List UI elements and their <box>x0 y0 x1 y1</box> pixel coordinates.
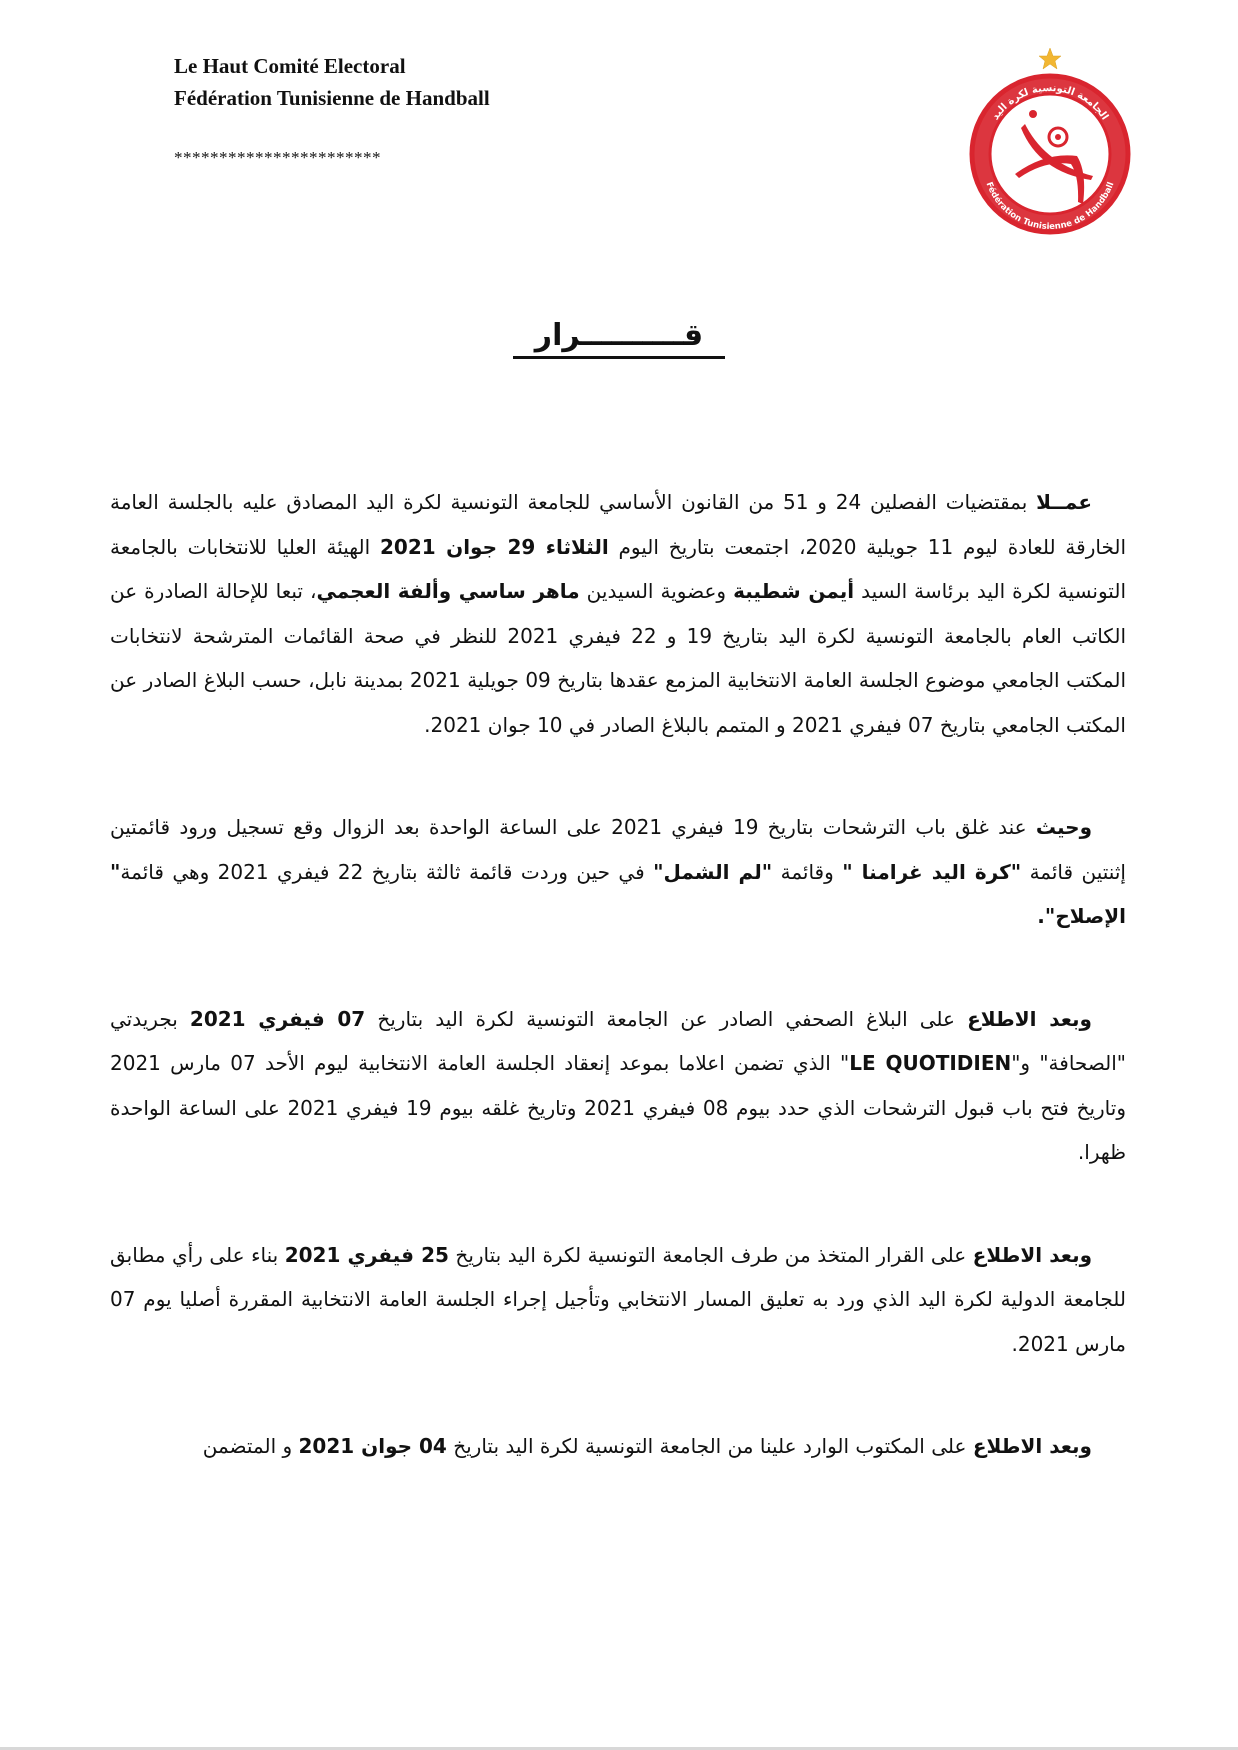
paragraph <box>110 480 1126 747</box>
paragraph-text: في حين وردت قائمة ثالثة بتاريخ 22 فيفري 2021 وهي قائمة <box>120 859 654 884</box>
separator-stars: *********************** <box>174 148 381 167</box>
emphasized-text: ماهر ساسي وألفة العجمي <box>316 579 580 603</box>
paragraph-text: على البلاغ الصحفي الصادر عن الجامعة التونسية لكرة اليد بتاريخ <box>365 1006 968 1031</box>
paragraph-text: وعضوية السيدين <box>579 579 734 603</box>
paragraph-text: على المكتوب الوارد علينا من الجامعة التونسية لكرة اليد بتاريخ <box>446 1434 973 1458</box>
paragraph <box>110 997 1126 1175</box>
document-body <box>110 480 1126 1527</box>
committee-name: Le Haut Comité Electoral <box>174 54 406 78</box>
paragraph-text: بجريدتي "الصحافة" و" <box>110 1006 1127 1075</box>
emphasized-text: "كرة اليد غرامنا " <box>842 859 1022 884</box>
emphasized-text: "لم الشمل" <box>653 859 773 884</box>
paragraph <box>110 805 1126 939</box>
star-icon <box>1039 48 1061 69</box>
emphasized-text: الثلاثاء 29 جوان 2021 <box>380 534 609 559</box>
paragraph-lead: وبعد الاطلاع <box>972 1242 1093 1267</box>
emphasized-text: 07 فيفري 2021 <box>189 1006 366 1031</box>
paragraph-text: " الذي تضمن اعلاما بموعد إنعقاد الجلسة العامة الانتخابية ليوم الأحد 07 مارس 2021 وتاريخ فتح باب قبول الترشحات الذي حدد بيوم 08 فيفري 2021 وتاريخ غلقه بيوم 19 فيفري 2021 على الساعة الواحدة ظهرا. <box>110 1051 1127 1164</box>
emphasized-text: " الإصلاح". <box>110 859 1126 928</box>
emphasized-text: LE QUOTIDIEN <box>849 1051 1012 1075</box>
paragraph-lead: عمــلا <box>1036 490 1093 514</box>
paragraph-text: و المتضمن <box>202 1434 299 1458</box>
paragraph-text: ، تبعا للإحالة الصادرة عن الكاتب العام بالجامعة التونسية لكرة اليد بتاريخ 19 و 22 فيفري 2021 للنظر في صحة القائمات المترشحة لانتخابات المكتب الجامعي موضوع الجلسة العامة الانتخابية المزمع عقدها بتاريخ 09 جويلية 2021 بمدينة نابل، حسب البلاغ الصادر عن المكتب الجامعي بتاريخ 07 فيفري 2021 و المتمم بالبلاغ الصادر في 10 جوان 2021. <box>110 579 1127 737</box>
federation-logo <box>965 44 1135 244</box>
paragraph-lead: وبعد الاطلاع <box>972 1434 1092 1458</box>
paragraph <box>110 1424 1126 1469</box>
letterhead <box>174 50 490 168</box>
emphasized-text: 04 جوان 2021 <box>298 1434 447 1458</box>
paragraph-text: وقائمة <box>772 859 843 884</box>
document-title <box>0 318 1238 359</box>
paragraph-lead: وحيث <box>1035 815 1093 839</box>
handball-federation-emblem-icon <box>965 44 1135 244</box>
emphasized-text: أيمن شطيبة <box>733 579 855 603</box>
paragraph-text: على القرار المتخذ من طرف الجامعة التونسية لكرة اليد بتاريخ <box>448 1242 973 1267</box>
logo-latin-text: Fédération Tunisienne de Handball <box>983 180 1117 233</box>
emphasized-text: 25 فيفري 2021 <box>284 1242 449 1267</box>
paragraph-text: عند غلق باب الترشحات بتاريخ 19 فيفري 2021 على الساعة الواحدة بعد الزوال وقع تسجيل ورود قائمتين إثنتين قائمة <box>110 815 1126 884</box>
logo-arabic-text: الجامعة التونسية لكرة اليد <box>990 82 1111 123</box>
paragraph-text: بناء على رأي مطابق للجامعة الدولية لكرة اليد الذي ورد به تعليق المسار الانتخابي وتأجيل إجراء الجلسة العامة الانتخابية المقررة أصليا يوم 07 مارس 2021. <box>110 1242 1126 1356</box>
paragraph-lead: وبعد الاطلاع <box>967 1006 1092 1031</box>
paragraph-text: بمقتضيات الفصلين 24 و 51 من القانون الأساسي للجامعة التونسية لكرة اليد المصادق عليه بالجلسة العامة الخارقة للعادة ليوم 11 جويلية 2020، اجتمعت بتاريخ اليوم <box>110 490 1127 559</box>
federation-name: Fédération Tunisienne de Handball <box>174 86 490 110</box>
paragraph <box>110 1233 1126 1367</box>
title-text: قــــــــــرار <box>513 318 725 359</box>
paragraph-text: الهيئة العليا للانتخابات بالجامعة التونسية لكرة اليد برئاسة السيد <box>110 534 1126 603</box>
